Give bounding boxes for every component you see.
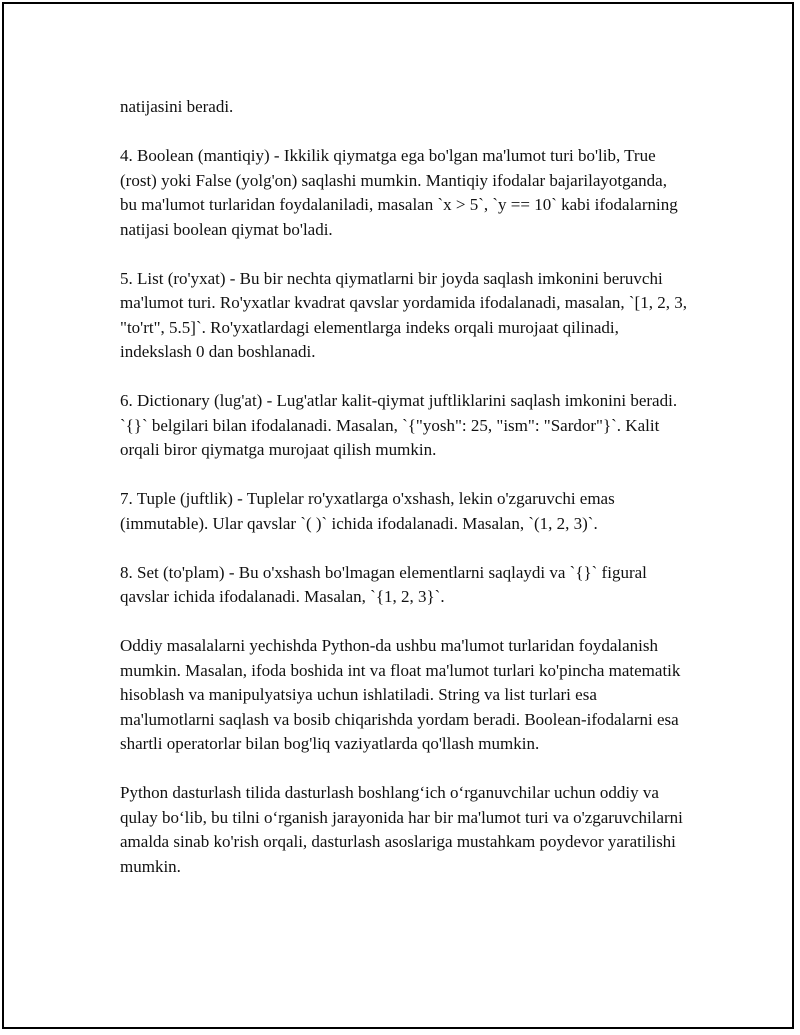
document-page [2,2,794,1029]
paragraph-intro-continuation: natijasini beradi. [120,97,234,116]
paragraph-tuple: 7. Tuple (juftlik) - Tuplelar ro'yxatlarga o'xshash, lekin o'zgaruvchi emas (immutable). Ular qavslar `( )` ichida ifodalanadi. Masalan, `(1, 2, 3)`. [120,489,615,533]
paragraph-dictionary: 6. Dictionary (lug'at) - Lug'atlar kalit-qiymat juftliklarini saqlash imkonini beradi. `{}` belgilari bilan ifodalanadi. Masalan, `{"yosh": 25, "ism": "Sardor"}`. Kalit orqali biror qiymatga murojaat qilish mumkin. [120,391,678,459]
document-body [120,95,688,904]
paragraph-list: 5. List (ro'yxat) - Bu bir nechta qiymatlarni bir joyda saqlash imkonini beruvchi ma'lumot turi. Ro'yxatlar kvadrat qavslar yordamida ifodalanadi, masalan, `[1, 2, 3, "to'rt", 5.5]`. Ro'yxatlardagi elementlarga indeks orqali murojaat qilinadi, indekslash 0 dan boshlanadi. [120,268,687,361]
paragraph-conclusion: Python dasturlash tilida dasturlash boshlang‘ich o‘rganuvchilar uchun oddiy va qulay bo‘lib, bu tilni o‘rganish jarayonida har bir ma'lumot turi va o'zgaruvchilarni amalda sinab ko'rish orqali, dasturlash asoslariga mustahkam poydevor yaratilishi mumkin. [120,783,683,876]
paragraph-usage: Oddiy masalalarni yechishda Python-da ushbu ma'lumot turlaridan foydalanish mumkin. Masalan, ifoda boshida int va float ma'lumot turlari ko'pincha matematik hisoblash va manipulyatsiya uchun ishlatiladi. String va list turlari esa ma'lumotlarni saqlash va bosib chiqarishda yordam beradi. Boolean-ifodalarni esa shartli operatorlar bilan bog'liq vaziyatlarda qo'llash mumkin. [120,636,681,753]
paragraph-boolean: 4. Boolean (mantiqiy) - Ikkilik qiymatga ega bo'lgan ma'lumot turi bo'lib, True (rost) yoki False (yolg'on) saqlashi mumkin. Mantiqiy ifodalar bajarilayotganda, bu ma'lumot turlaridan foydalaniladi, masalan `x > 5`, `y == 10` kabi ifodalarning natijasi boolean qiymat bo'ladi. [120,146,678,239]
paragraph-set: 8. Set (to'plam) - Bu o'xshash bo'lmagan elementlarni saqlaydi va `{}` figural qavslar ichida ifodalanadi. Masalan, `{1, 2, 3}`. [120,562,647,606]
